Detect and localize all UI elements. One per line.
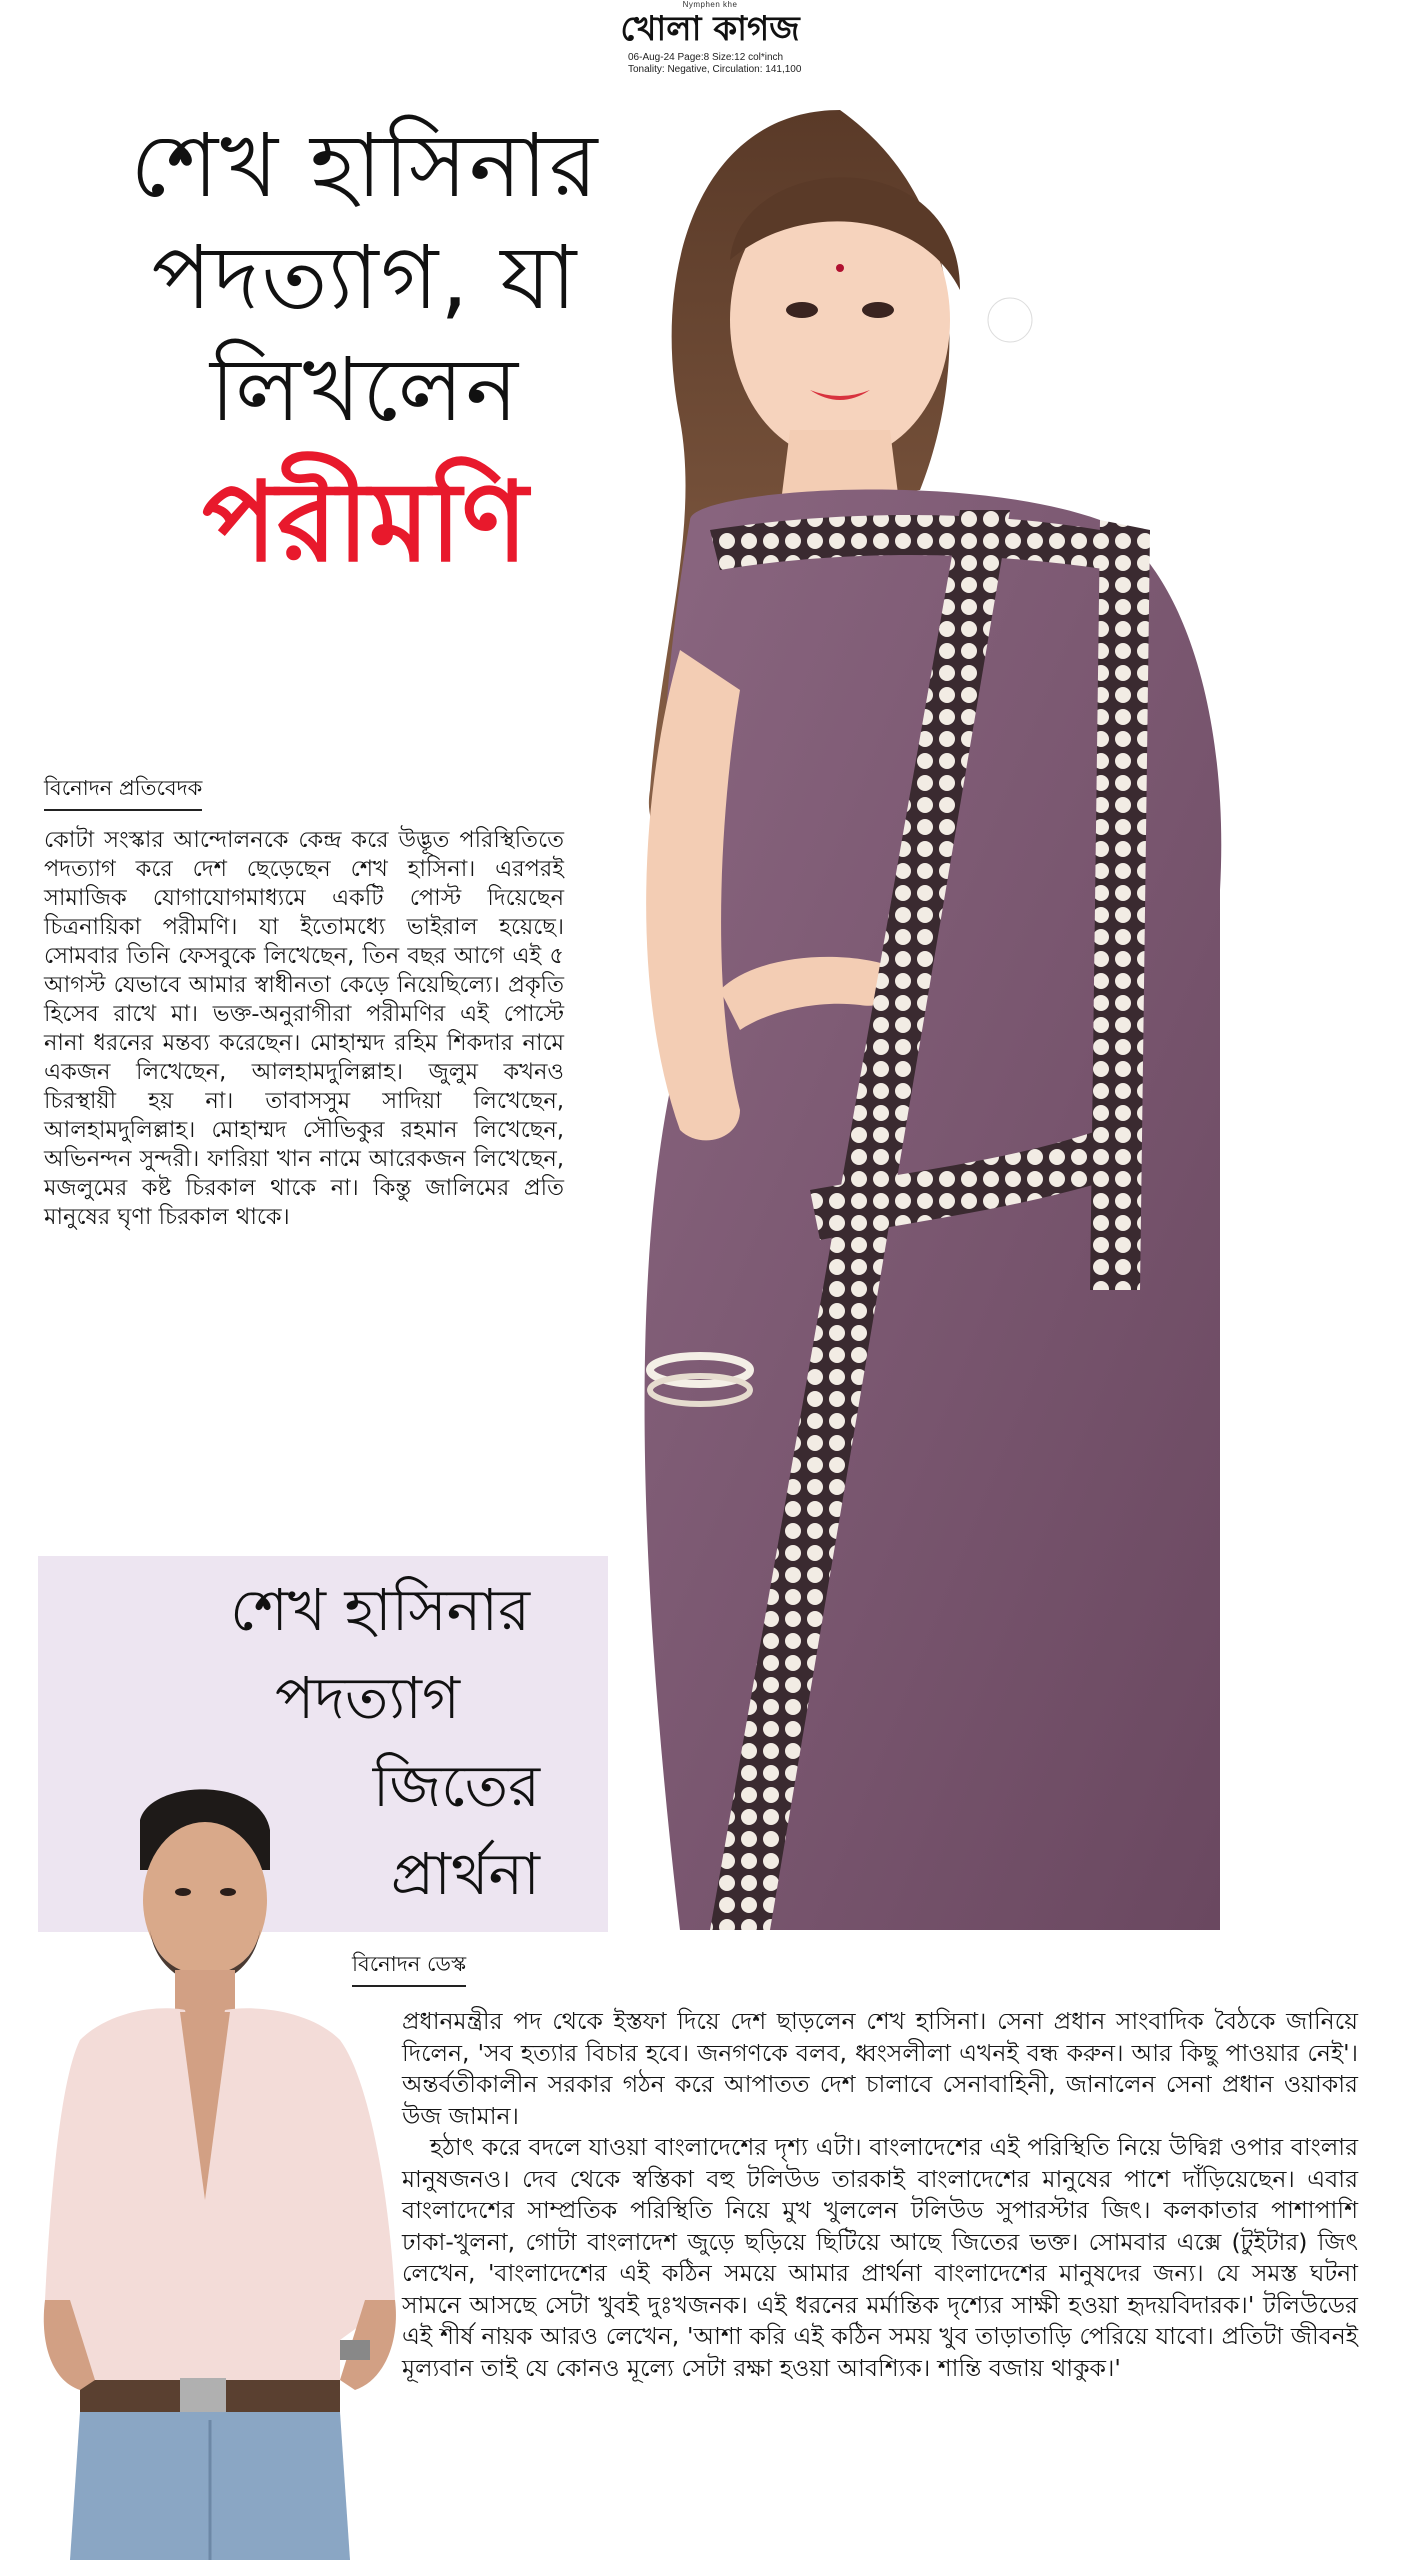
article1-body: কোটা সংস্কার আন্দোলনকে কেন্দ্র করে উদ্ভূত পরিস্থিতিতে পদত্যাগ করে দেশ ছেড়েছেন শেখ হাসিনা। এরপরই সামাজিক যোগাযোগমাধ্যমে একটি পোস্ট দিয়েছেন চিত্রনায়িকা পরীমণি। যা ইতোমধ্যে ভাইরাল হয়েছে। সোমবার তিনি ফেসবুকে লিখেছেন, তিন বছর আগে এই ৫ আগস্ট যেভাবে আমার স্বাধীনতা কেড়ে নিয়েছিল্যে। প্রকৃতি হিসেব রাখে মা। ভক্ত-অনুরাগীরা পরীমণির এই পোস্টে নানা ধরনের মন্তব্য করেছেন। মোহাম্মদ রহিম শিকদার নামে একজন লিখেছেন, আলহামদুলিল্লাহ। জুলুম কখনও চিরস্থায়ী হয় না। তাবাসসুম সাদিয়া লিখেছেন, আলহামদুলিল্লাহ। মোহাম্মদ সৌভিকুর রহমান লিখেছেন, অভিনন্দন সুন্দরী। ফারিয়া খান নামে আরেকজন লিখেছেন, মজলুমের কষ্ট চিরকাল থাকে না। কিন্তু জালিমের প্রতি মানুষের ঘৃণা চিরকাল থাকে। <box>44 827 564 1230</box>
actress-photo <box>540 90 1360 1930</box>
subhead-line-3: জিতের <box>372 1752 540 1820</box>
clipping-meta <box>628 52 818 76</box>
article2-body <box>402 2006 1358 2384</box>
subhead-line-2: পদত্যাগ <box>274 1664 460 1732</box>
actor-photo <box>40 1780 450 2560</box>
headline-line-3: লিখলেন <box>210 338 520 441</box>
headline-line-2: পদত্যাগ, যা <box>151 226 579 329</box>
subhead-line-1: শেখ হাসিনার <box>230 1576 530 1644</box>
article2-paragraph-2: হঠাৎ করে বদলে যাওয়া বাংলাদেশের দৃশ্য এটা। বাংলাদেশের এই পরিস্থিতি নিয়ে উদ্বিগ্ন ওপার বাংলার মানুষজনও। দেব থেকে স্বস্তিকা বহু টলিউড তারকাই বাংলাদেশের মানুষের পাশে দাঁড়িয়েছেন। এবার বাংলাদেশের সাম্প্রতিক পরিস্থিতি নিয়ে মুখ খুললেন টলিউড সুপারস্টার জিৎ। কলকাতার পাশাপাশি ঢাকা-খুলনা, গোটা বাংলাদেশ জুড়ে ছড়িয়ে ছিটিয়ে আছে জিতের ভক্ত। সোমবার এক্সে (টুইটার) জিৎ লেখেন, 'বাংলাদেশের এই কঠিন সময়ে আমার প্রার্থনা বাংলাদেশের মানুষদের জন্য। যে সমস্ত ঘটনা সামনে আসছে সেটা খুবই দুঃখজনক। এই ধরনের মর্মান্তিক দৃশ্যের সাক্ষী হওয়া হৃদয়বিদারক।' টলিউডের এই শীর্ষ নায়ক আরও লেখেন, 'আশা করি এই কঠিন সময় খুব তাড়াতাড়ি পেরিয়ে যাবো। প্রতিটা জীবনই মূল্যবান তাই যে কোনও মূল্যে সেটা রক্ষা হওয়া আবশ্যিক। শান্তি বজায় থাকুক।' <box>402 2133 1358 2382</box>
article1-byline: বিনোদন প্রতিবেদক <box>44 772 202 811</box>
masthead-tagline: Nymphen khe <box>682 0 738 9</box>
clipping-tonality: Tonality: Negative, Circulation: 141,100 <box>628 64 802 75</box>
subhead-line-4: প্রার্থনা <box>390 1840 540 1908</box>
headline-line-1: শেখ হাসিনার <box>130 114 600 217</box>
article2-paragraph-1: প্রধানমন্ত্রীর পদ থেকে ইস্তফা দিয়ে দেশ ছাড়লেন শেখ হাসিনা। সেনা প্রধান সাংবাদিক বৈঠকে জানিয়ে দিলেন, 'সব হত্যার বিচার হবে। জনগণকে বলব, ধ্বংসলীলা এখনই বন্ধ করুন। আর কিছু পাওয়ার নেই'। অন্তর্বতীকালীন সরকার গঠন করে আপাতত দেশ চালাবে সেনাবাহিনী, জানালেন সেনা প্রধান ওয়াকার উজ জামান। <box>402 2007 1358 2130</box>
headline-name: পরীমণি <box>202 458 528 586</box>
masthead-logo: খোলা কাগজ <box>620 9 800 49</box>
clipping-date-page: 06-Aug-24 Page:8 Size:12 col*inch <box>628 52 784 63</box>
article2-byline: বিনোদন ডেস্ক <box>352 1948 466 1987</box>
